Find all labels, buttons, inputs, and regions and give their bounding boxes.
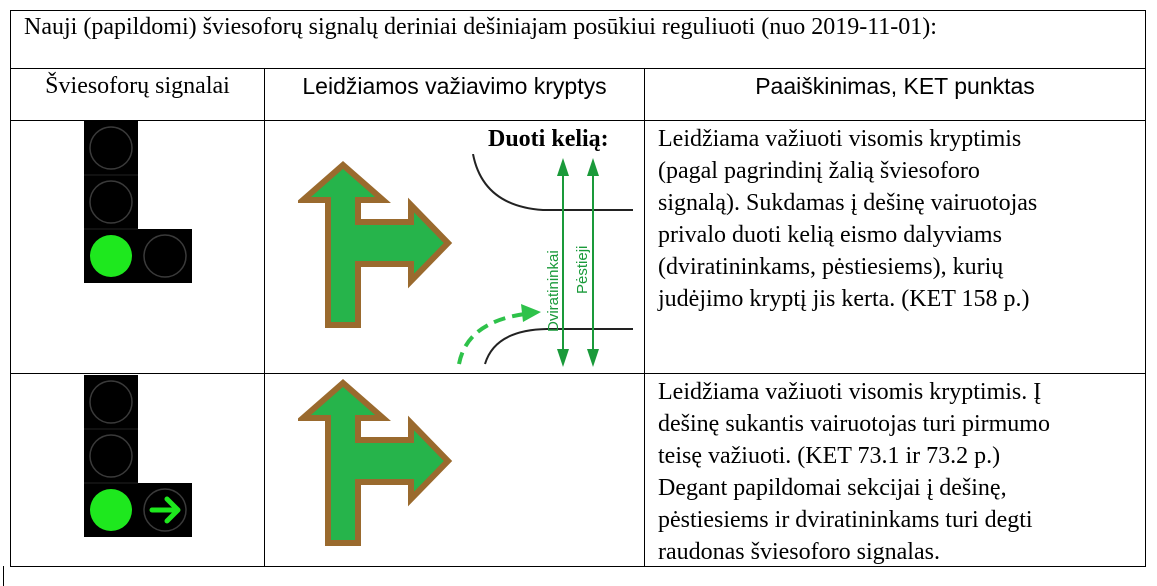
signal-green-lamp xyxy=(90,489,132,531)
header-explanation: Paaiškinimas, KET punktas xyxy=(755,73,1035,99)
explanation-line: dešinę sukantis vairuotojas turi pirmumo xyxy=(658,411,1050,437)
explanation-line: (dviratininkams, pėstiesiems), kurių xyxy=(658,254,1004,280)
signal-off-lamp xyxy=(90,181,132,223)
traffic-light-green-right-section xyxy=(84,375,194,540)
signal-off-lamp xyxy=(144,235,186,277)
traffic-light-green-main xyxy=(84,121,194,286)
signal-off-lamp xyxy=(90,435,132,477)
signal-green-lamp xyxy=(90,235,132,277)
row-1-explanation xyxy=(658,123,1138,315)
signal-off-lamp xyxy=(90,127,132,169)
table-title: Nauji (papildomi) šviesoforų signalų deriniai dešiniajam posūkiui reguliuoti (nuo 2019-11-01): xyxy=(24,14,937,40)
row-divider-rows xyxy=(10,373,1146,374)
direction-arrow-straight-right xyxy=(298,160,458,330)
explanation-line: pėstiesiems ir dviratininkams turi degti xyxy=(658,507,1033,533)
header-signals: Šviesoforų signalai xyxy=(45,73,230,99)
explanation-line: raudonas šviesoforo signalas. xyxy=(658,539,940,565)
explanation-line: Leidžiama važiuoti visomis kryptimis. Į xyxy=(658,379,1042,405)
give-way-diagram xyxy=(455,154,635,369)
row-2-explanation xyxy=(658,376,1138,568)
give-way-label: Duoti kelią: xyxy=(488,126,609,152)
table-border-right xyxy=(1145,10,1146,567)
explanation-line: teisę važiuoti. (KET 73.1 ir 73.2 p.) xyxy=(658,443,1001,469)
pedestrians-label: Pėstieji xyxy=(574,245,591,294)
header-directions: Leidžiamos važiavimo kryptys xyxy=(302,73,607,99)
explanation-line: Degant papildomai sekcijai į dešinę, xyxy=(658,475,1007,501)
explanation-line: judėjimo kryptį jis kerta. (KET 158 p.) xyxy=(658,286,1030,312)
direction-arrow-straight-right xyxy=(298,378,458,548)
column-divider-2 xyxy=(644,68,645,567)
explanation-line: signalą). Sukdamas į dešinę vairuotojas xyxy=(658,190,1038,216)
page-edge-mark xyxy=(3,566,4,586)
explanation-line: (pagal pagrindinį žalią šviesoforo xyxy=(658,158,980,184)
signal-off-lamp xyxy=(90,381,132,423)
explanation-line: privalo duoti kelią eismo dalyviams xyxy=(658,222,1002,248)
explanation-line: Leidžiama važiuoti visomis kryptimis xyxy=(658,126,1022,152)
column-divider-1 xyxy=(264,68,265,567)
cyclists-label: Dviratininkai xyxy=(545,250,562,332)
